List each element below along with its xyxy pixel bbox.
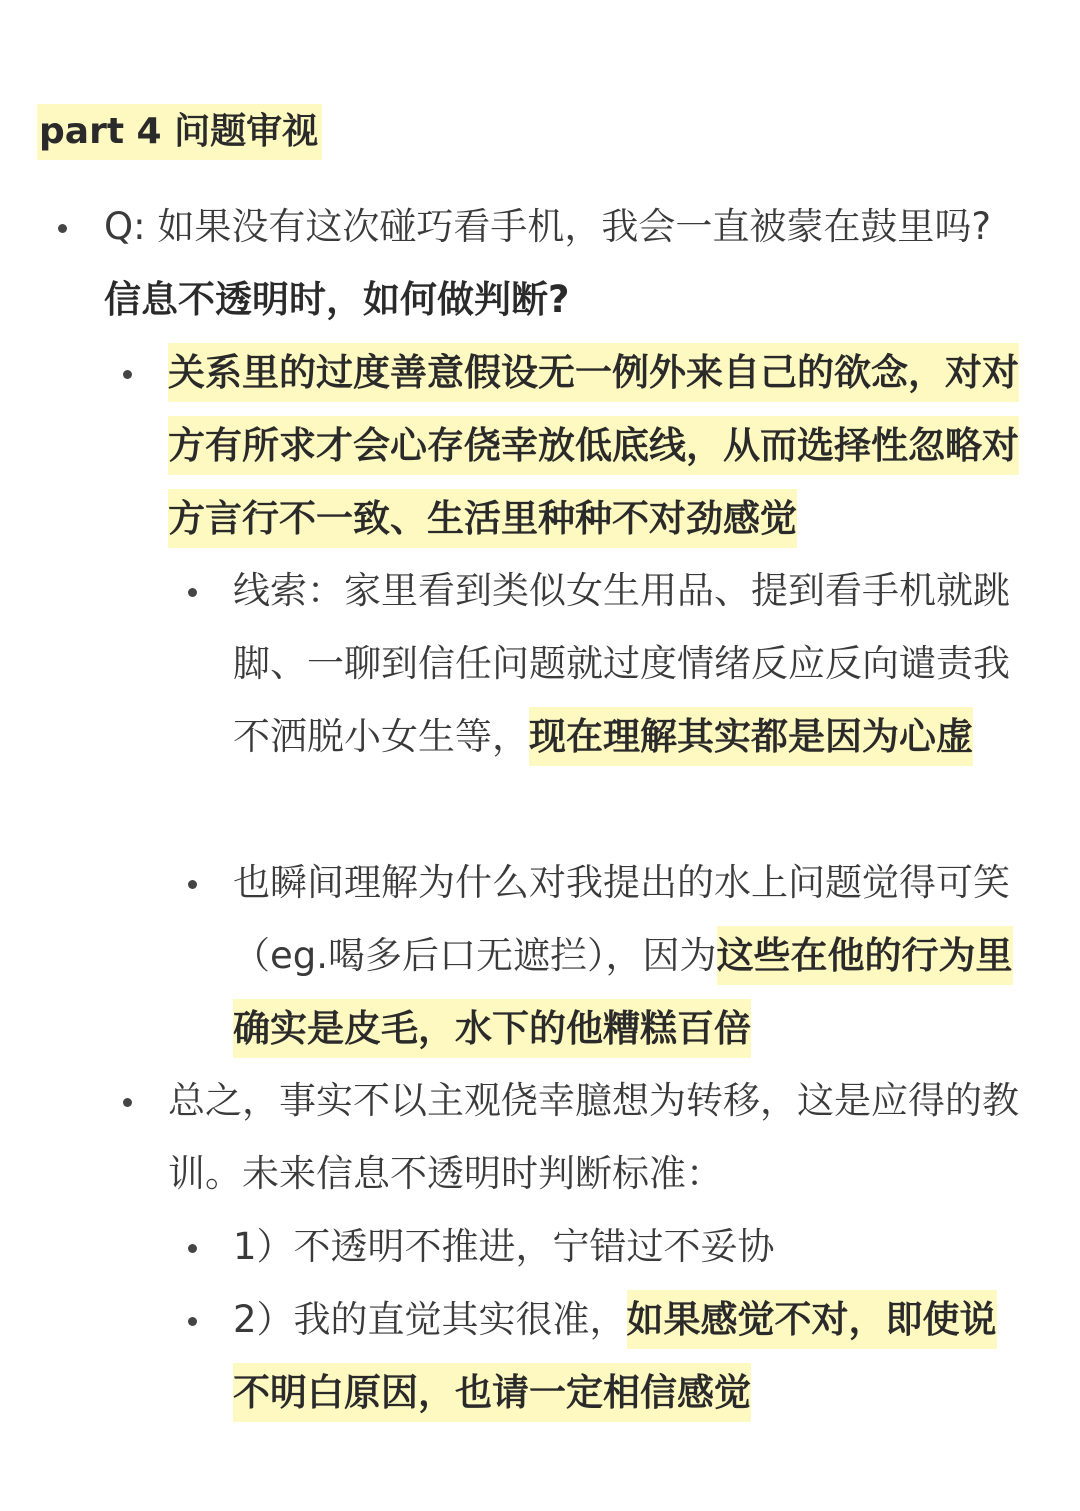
- bullet-icon: [123, 1098, 132, 1107]
- bullet-icon: [188, 588, 197, 597]
- bullet-icon: [123, 370, 132, 379]
- clue-text: 线索：家里看到类似女生用品、提到看手机就跳脚、一聊到信任问题就过度情绪反应反向谴责我不洒脱小女生等，: [233, 569, 1010, 758]
- insight-item: [168, 336, 1028, 555]
- question-bold-text: 信息不透明时，如何做判断?: [104, 278, 570, 321]
- clue-text: 也瞬间理解为什么对我提出的水上问题觉得可笑（eg.喝多后口无遮拦），因为: [233, 861, 1010, 977]
- bullet-icon: [188, 1317, 197, 1326]
- bullet-icon: [188, 1244, 197, 1253]
- rule-text: 2）我的直觉其实很准，: [233, 1298, 627, 1341]
- summary-item: [168, 1064, 1028, 1210]
- summary-text: 总之，事实不以主观侥幸臆想为转移，这是应得的教训。未来信息不透明时判断标准：: [168, 1079, 1019, 1195]
- clue-item: [233, 846, 1028, 1065]
- clue-highlight: 现在理解其实都是因为心虚: [529, 707, 973, 766]
- rule-item: [233, 1210, 1028, 1283]
- rule-text: 1）不透明不推进，宁错过不妥协: [233, 1225, 775, 1268]
- question-item: [104, 190, 1024, 336]
- rule-item: [233, 1283, 1028, 1429]
- insight-highlight: 关系里的过度善意假设无一例外来自己的欲念，对对方有所求才会心存侥幸放低底线，从而选择性忽略对方言行不一致、生活里种种不对劲感觉: [168, 343, 1019, 548]
- clue-item: [233, 554, 1028, 773]
- rule-highlight: 如果感觉不对，即使说不明白原因，也请一定相信感觉: [233, 1290, 997, 1422]
- question-text: Q: 如果没有这次碰巧看手机，我会一直被蒙在鼓里吗?: [104, 205, 991, 248]
- section-heading: part 4 问题审视: [37, 104, 322, 160]
- bullet-icon: [58, 224, 67, 233]
- clue-highlight: 这些在他的行为里确实是皮毛，水下的他糟糕百倍: [233, 926, 1013, 1058]
- bullet-icon: [188, 880, 197, 889]
